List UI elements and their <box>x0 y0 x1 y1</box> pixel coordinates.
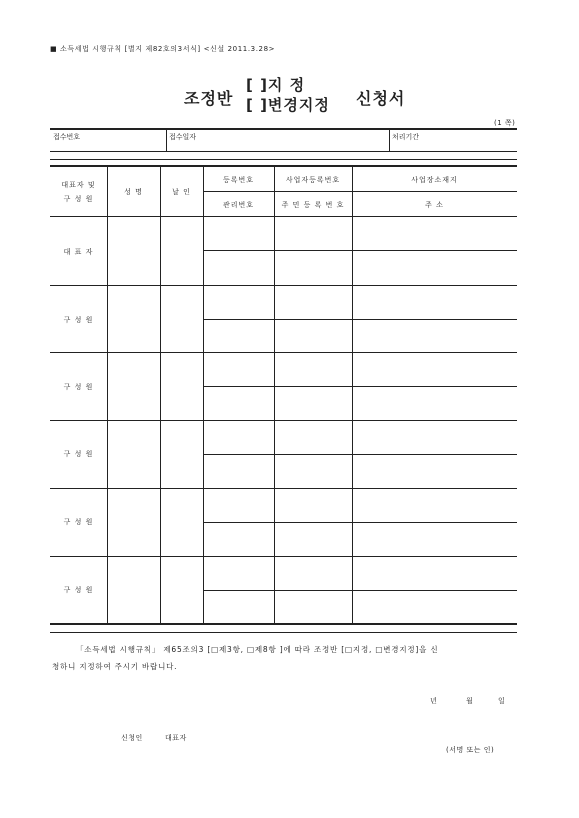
sign-hint: (서명 또는 인) <box>446 746 495 754</box>
title-left: 조정반 <box>184 89 234 108</box>
title-option-change: [ ]변경지정 <box>246 96 330 114</box>
row3-split <box>203 386 517 387</box>
main-table-top-border <box>50 165 517 167</box>
header-rep-member-2: 구 성 원 <box>63 195 94 203</box>
header-seal: 날 인 <box>172 188 191 196</box>
title-right: 신청서 <box>356 89 406 108</box>
date-day-label: 일 <box>498 697 506 705</box>
main-table-top-thin <box>50 159 517 160</box>
date-year-label: 년 <box>430 697 438 705</box>
row-label-representative: 대 표 자 <box>63 248 94 256</box>
receipt-divider-1 <box>166 128 167 151</box>
representative-label: 대표자 <box>165 734 187 742</box>
page-label: (1 쪽) <box>494 119 516 127</box>
processing-period-label: 처리기간 <box>392 133 420 141</box>
header-reg-no: 등록번호 <box>222 176 255 184</box>
row4-split <box>203 454 517 455</box>
header-bottom-line <box>50 216 517 217</box>
row-label-member-1: 구 성 원 <box>63 316 94 324</box>
date-month-label: 월 <box>466 697 474 705</box>
header-mgmt-no: 관리번호 <box>222 201 255 209</box>
row1-split <box>203 250 517 251</box>
row-label-member-2: 구 성 원 <box>63 383 94 391</box>
row5-split <box>203 522 517 523</box>
receipt-divider-2 <box>389 128 390 151</box>
row1-bottom <box>50 285 517 286</box>
row-label-member-4: 구 성 원 <box>63 518 94 526</box>
header-resident-no: 주 민 등 록 번 호 <box>281 201 345 209</box>
header-biz-location: 사업장소재지 <box>411 176 458 184</box>
receipt-date-label: 접수일자 <box>169 133 197 141</box>
title-option-designate: [ ]지 정 <box>246 76 306 94</box>
receipt-bottom-border <box>50 151 517 152</box>
statement-line-1: 「소득세법 시행규칙」 제65조의3 [□제3항, □제8항 ]에 따라 조정반 [□지정, □변경지정]을 신 <box>76 645 439 654</box>
receipt-top-border <box>50 128 517 130</box>
header-split-line <box>203 191 517 192</box>
row4-bottom <box>50 488 517 489</box>
row2-bottom <box>50 352 517 353</box>
row-label-member-5: 구 성 원 <box>63 586 94 594</box>
row5-bottom <box>50 556 517 557</box>
row-label-member-3: 구 성 원 <box>63 450 94 458</box>
statement-top-border <box>50 632 517 633</box>
row6-split <box>203 590 517 591</box>
header-address: 주 소 <box>425 201 444 209</box>
row2-split <box>203 319 517 320</box>
applicant-label: 신청인 <box>121 734 143 742</box>
receipt-number-label: 접수번호 <box>53 133 81 141</box>
header-biz-reg-no: 사업자등록번호 <box>285 176 341 184</box>
statement-line-2: 청하니 지정하여 주시기 바랍니다. <box>52 662 178 671</box>
header-rep-member-1: 대표자 및 <box>61 181 96 189</box>
header-name: 성 명 <box>124 188 143 196</box>
form-reference: ■ 소득세법 시행규칙 [별지 제82호의3서식] <신설 2011.3.28> <box>50 45 276 53</box>
row3-bottom <box>50 420 517 421</box>
row6-bottom <box>50 623 517 625</box>
